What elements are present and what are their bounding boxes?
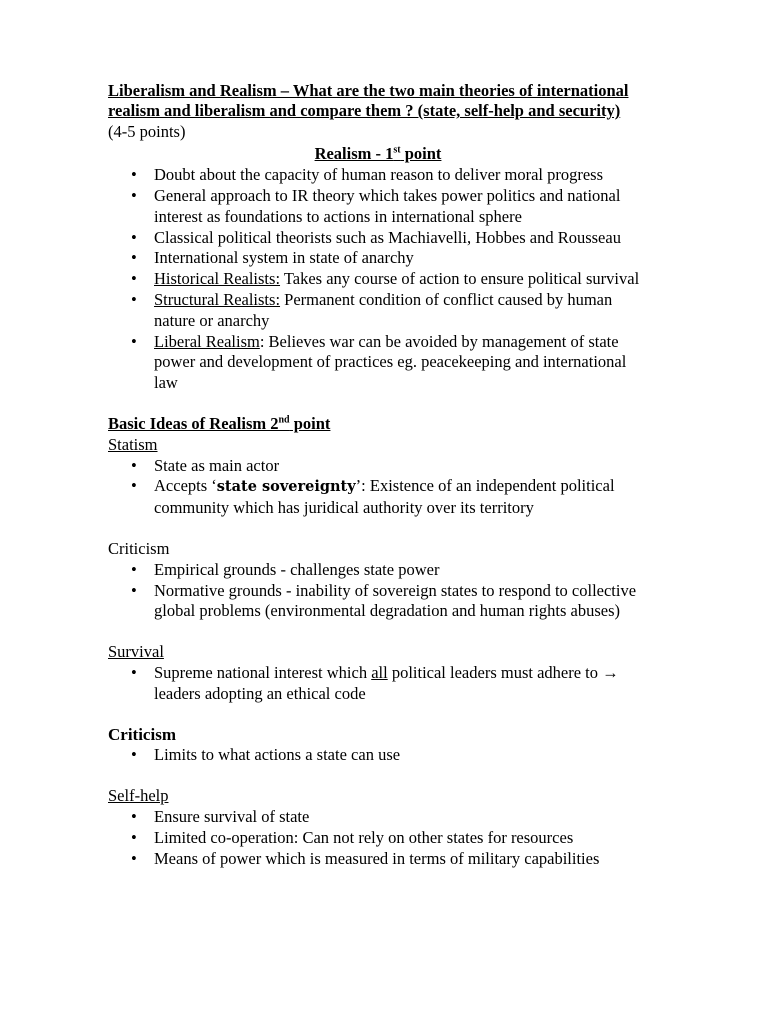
spacer: [108, 766, 648, 786]
list-item: [108, 745, 648, 766]
list-item: [108, 456, 648, 477]
statism-heading: Statism: [108, 434, 158, 454]
basic-ideas-heading-sup: nd: [278, 414, 290, 426]
list-item-text: Permanent condition of conflict caused by human nature or anarchy: [154, 289, 613, 330]
spacer: [108, 394, 648, 414]
list-item-label: Historical Realists:: [154, 269, 281, 289]
list-item-text: Normative grounds - inability of sovereign states to respond to collective global problems (environmental degradation and human rights abuses): [154, 580, 637, 621]
list-item: [108, 849, 648, 870]
list-item-text: Supreme national interest which: [154, 662, 372, 682]
document-body: [108, 81, 648, 869]
list-item-prefix: Accepts ‘: [154, 476, 217, 496]
survival-list: [108, 663, 648, 705]
list-item-emphasis: all: [371, 662, 388, 682]
selfhelp-list: [108, 807, 648, 869]
selfhelp-heading: Self-help: [108, 786, 169, 806]
list-item-text: Limited co-operation: Can not rely on other states for resources: [154, 827, 574, 847]
list-item: [108, 228, 648, 249]
basic-ideas-heading-suffix: point: [289, 413, 331, 433]
list-item-text: Empirical grounds - challenges state power: [154, 559, 440, 579]
state-sovereignty-keyword: state sovereignty: [216, 478, 356, 496]
list-item-text: political leaders must adhere to: [387, 662, 603, 682]
spacer: [108, 622, 648, 642]
list-item: [108, 248, 648, 269]
realism-heading-text: Realism - 1: [314, 144, 394, 164]
list-item-text: Classical political theorists such as Machiavelli, Hobbes and Rousseau: [154, 227, 621, 247]
list-item: [108, 560, 648, 581]
list-item-label: Liberal Realism: [154, 331, 260, 351]
list-item-label: Structural Realists:: [154, 289, 281, 309]
list-item-text: Takes any course of action to ensure political survival: [280, 269, 640, 289]
list-item-text: Means of power which is measured in terms of military capabilities: [154, 848, 600, 868]
list-item-text: General approach to IR theory which takes power politics and national interest as foundations to actions in international sphere: [154, 185, 621, 226]
list-item: [108, 186, 648, 228]
list-item: [108, 663, 648, 705]
list-item: [108, 828, 648, 849]
list-item-text: leaders adopting an ethical code: [154, 683, 366, 703]
list-item-text: International system in state of anarchy: [154, 248, 414, 268]
spacer: [108, 705, 648, 725]
spacer: [108, 519, 648, 539]
list-item-text: Limits to what actions a state can use: [154, 745, 401, 765]
list-item: [108, 807, 648, 828]
list-item-text: ’: Existence of an independent political community which has juridical authority over its territory: [154, 476, 615, 518]
realism-heading-sup: st: [393, 144, 401, 156]
list-item: [108, 290, 648, 332]
basic-ideas-heading-text: Basic Ideas of Realism 2: [108, 413, 279, 433]
list-item: [108, 165, 648, 186]
statism-list: [108, 456, 648, 519]
realism-heading: [108, 144, 648, 165]
basic-ideas-heading: [108, 414, 648, 435]
realism-heading-suffix: point: [400, 144, 442, 164]
criticism2-list: [108, 745, 648, 766]
realism-list: [108, 165, 648, 394]
arrow-right-icon: →: [602, 662, 619, 682]
list-item: [108, 581, 648, 623]
list-item-text: : Believes war can be avoided by management of state power and development of practices eg. peacekeeping and international law: [154, 331, 627, 393]
criticism-list: [108, 560, 648, 622]
list-item-text: Doubt about the capacity of human reason to deliver moral progress: [154, 165, 604, 185]
list-item: [108, 269, 648, 290]
document-title: Liberalism and Realism – What are the two main theories of international realism and liberalism and compare them ? (state, self-help and security): [108, 81, 629, 121]
list-item: [108, 332, 648, 394]
survival-heading: Survival: [108, 642, 164, 662]
criticism-heading: Criticism: [108, 538, 170, 558]
list-item-text: Ensure survival of state: [154, 806, 310, 826]
list-item-text: State as main actor: [154, 455, 280, 475]
list-item: [108, 476, 648, 519]
points-note: (4-5 points): [108, 121, 186, 141]
criticism-bold-heading: Criticism: [108, 724, 176, 744]
